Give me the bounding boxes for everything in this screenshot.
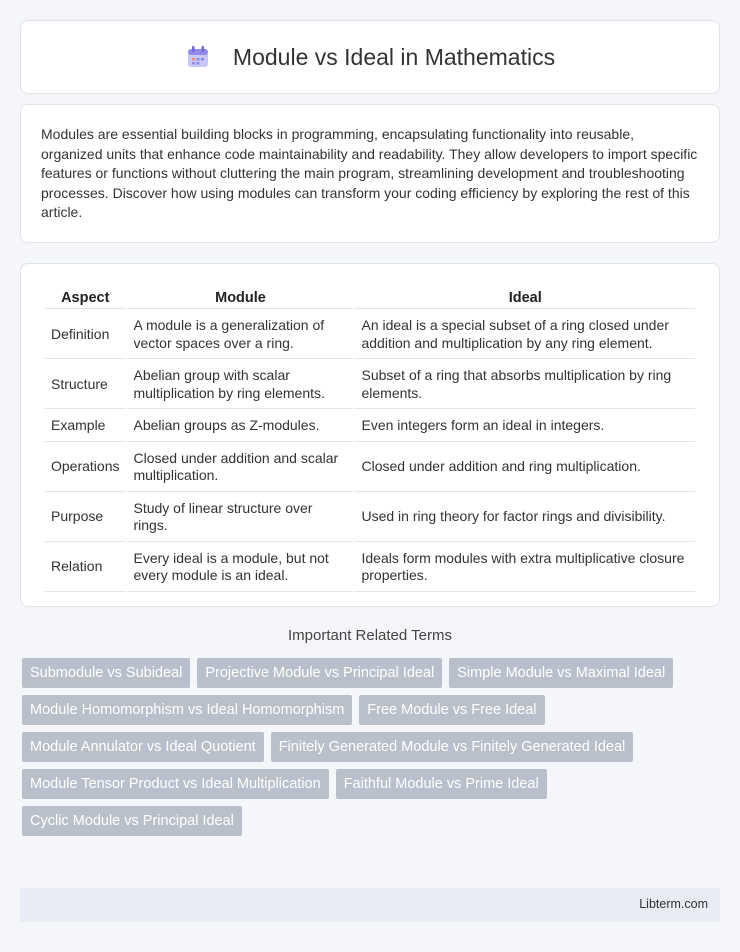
related-term-link[interactable]: Module Tensor Product vs Ideal Multiplication — [22, 769, 329, 799]
related-term-link[interactable]: Finitely Generated Module vs Finitely Generated Ideal — [271, 732, 634, 762]
related-term-link[interactable]: Submodule vs Subideal — [22, 658, 190, 688]
related-term-link[interactable]: Faithful Module vs Prime Ideal — [336, 769, 547, 799]
related-terms-list — [22, 658, 722, 836]
cell-module: Every ideal is a module, but not every module is an ideal. — [127, 544, 353, 592]
cell-ideal: Used in ring theory for factor rings and divisibility. — [355, 494, 695, 542]
intro-card — [20, 104, 720, 243]
cell-ideal: Ideals form modules with extra multiplicative closure properties. — [355, 544, 695, 592]
related-term-link[interactable]: Simple Module vs Maximal Ideal — [449, 658, 673, 688]
cell-module: Abelian group with scalar multiplication by ring elements. — [127, 361, 353, 409]
header-ideal: Ideal — [355, 286, 695, 309]
cell-aspect: Structure — [45, 361, 125, 409]
header-card — [20, 20, 720, 94]
comparison-table — [43, 284, 697, 594]
footer — [20, 888, 720, 922]
related-term-link[interactable]: Projective Module vs Principal Ideal — [197, 658, 442, 688]
cell-module: Abelian groups as Z-modules. — [127, 411, 353, 442]
related-term-link[interactable]: Module Annulator vs Ideal Quotient — [22, 732, 264, 762]
table-row — [45, 544, 695, 592]
cell-ideal: An ideal is a special subset of a ring closed under addition and multiplication by any ring element. — [355, 311, 695, 359]
cell-aspect: Relation — [45, 544, 125, 592]
header-aspect: Aspect — [45, 286, 125, 309]
cell-ideal: Closed under addition and ring multiplication. — [355, 444, 695, 492]
table-row — [45, 444, 695, 492]
related-term-link[interactable]: Free Module vs Free Ideal — [359, 695, 544, 725]
table-header-row — [45, 286, 695, 309]
cell-module: Study of linear structure over rings. — [127, 494, 353, 542]
intro-text: Modules are essential building blocks in programming, encapsulating functionality into reusable, organized units that enhance code maintainability and readability. They allow developers to import specific features or functions without cluttering the main program, streamlining development and troubleshooting processes. Discover how using modules can transform your coding efficiency by exploring the rest of this article. — [41, 126, 698, 220]
related-term-link[interactable]: Cyclic Module vs Principal Ideal — [22, 806, 242, 836]
cell-module: Closed under addition and scalar multiplication. — [127, 444, 353, 492]
table-row — [45, 411, 695, 442]
page-title: Module vs Ideal in Mathematics — [232, 43, 556, 70]
cell-aspect: Definition — [45, 311, 125, 359]
table-row — [45, 361, 695, 409]
calendar-icon — [185, 44, 211, 70]
footer-site-link[interactable]: Libterm.com — [639, 897, 708, 911]
related-term-link[interactable]: Module Homomorphism vs Ideal Homomorphism — [22, 695, 352, 725]
cell-module: A module is a generalization of vector spaces over a ring. — [127, 311, 353, 359]
related-terms-title: Important Related Terms — [288, 627, 452, 644]
cell-aspect: Operations — [45, 444, 125, 492]
cell-ideal: Subset of a ring that absorbs multiplication by ring elements. — [355, 361, 695, 409]
table-row — [45, 494, 695, 542]
cell-ideal: Even integers form an ideal in integers. — [355, 411, 695, 442]
table-row — [45, 311, 695, 359]
cell-aspect: Purpose — [45, 494, 125, 542]
comparison-table-card — [20, 263, 720, 607]
cell-aspect: Example — [45, 411, 125, 442]
header-module: Module — [127, 286, 353, 309]
